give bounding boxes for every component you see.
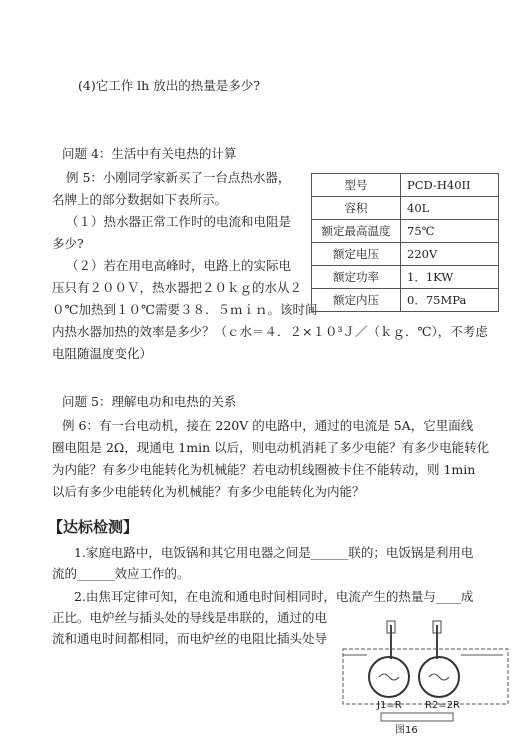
question-4: (4)它工作 lh 放出的热量是多少?: [78, 78, 260, 93]
spec-value: 0．75MPa: [401, 289, 499, 312]
figure-caption: 图16: [395, 725, 418, 736]
example-5-q2-line-5: 电阻随温度变化）: [52, 346, 153, 361]
spec-key: 额定最高温度: [312, 220, 401, 243]
spec-value: 220V: [401, 243, 499, 266]
spec-key: 额定内压: [312, 289, 401, 312]
check-1-line-2: 流的______效应工作的。: [52, 566, 190, 581]
example-5-q2-line-1: （２）若在用电高峰时，电路上的实际电: [66, 258, 292, 273]
example-6-line-2: 圈电阻是 2Ω，现通电 1min 以后，则电动机消耗了多少电能？有多少电能转化: [52, 440, 490, 455]
figure-16: [333, 617, 513, 735]
spec-value: 1．1KW: [401, 266, 499, 289]
example-5-q2-line-2: 压只有２００Ｖ，热水器把２０ｋｇ的水从２: [52, 280, 303, 295]
left-resistor-label: J1=R: [377, 700, 402, 711]
problem-5-title: 问题 5：理解电功和电热的关系: [62, 394, 237, 409]
check-1-line-1: 1.家庭电路中，电饭锅和其它用电器之间是______联的；电饭锅是利用电: [74, 545, 474, 560]
spec-row: [312, 289, 499, 312]
example-5-q2-line-4: 内热水器加热的效率是多少？（ｃ水＝４．２×１０³Ｊ／（ｋｇ．℃），不考虑: [52, 324, 488, 339]
example-5-line-1: 例 5：小刚同学家新买了一台点热水器，: [66, 170, 291, 185]
example-5-q1-line-2: 多少?: [52, 236, 84, 251]
example-6-line-3: 为内能？有多少电能转化为机械能？若电动机线圈被卡住不能转动，则 1min: [52, 462, 476, 477]
spec-key: 额定电压: [312, 243, 401, 266]
example-5-q1-line-1: （１）热水器正常工作时的电流和电阻是: [66, 214, 292, 229]
example-5-q2-line-3: ０℃加热到１０℃需要３８．５ｍｉｎ。该时间: [52, 302, 318, 317]
check-2-line-1: 2.由焦耳定律可知，在电流和通电时间相同时，电流产生的热量与____成: [74, 589, 474, 604]
example-6-line-4: 以后有多少电能转化为机械能？有多少电能转化为内能？: [52, 484, 365, 499]
spec-row: [312, 243, 499, 266]
spec-key: 容积: [312, 197, 401, 220]
example-6-line-1: 例 6：有一台电动机，接在 220V 的电路中，通过的电流是 5A，它里面线: [62, 418, 474, 433]
spec-row: [312, 266, 499, 289]
spec-value: PCD-H40II: [401, 174, 499, 197]
section-heading: 【达标检测】: [48, 518, 139, 536]
spec-row: [312, 220, 499, 243]
spec-value: 75℃: [401, 220, 499, 243]
spec-key: 额定功率: [312, 266, 401, 289]
right-resistor-label: R2=2R: [425, 700, 460, 711]
example-5-line-2: 名牌上的部分数据如下表所示。: [52, 192, 228, 207]
check-2-line-2: 正比。电炉丝与插头处的导线是串联的，通过的电: [52, 610, 328, 625]
spec-key: 型号: [312, 174, 401, 197]
problem-4-title: 问题 4：生活中有关电热的计算: [62, 146, 237, 161]
joule-experiment-diagram: [333, 617, 513, 735]
spec-row: [312, 197, 499, 220]
check-2-line-3: 流和通电时间都相同，而电炉丝的电阻比插头处导: [52, 631, 328, 646]
spec-row: [312, 174, 499, 197]
spec-value: 40L: [401, 197, 499, 220]
water-heater-spec-table: [311, 173, 499, 312]
